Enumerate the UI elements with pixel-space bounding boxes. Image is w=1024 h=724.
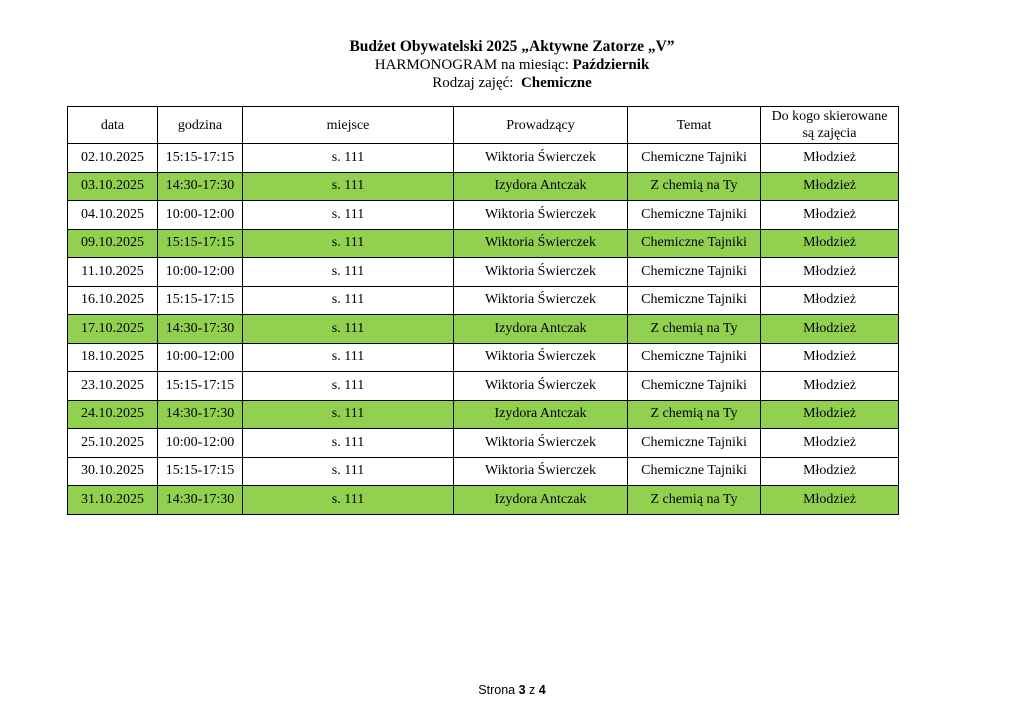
table-cell: 14:30-17:30 [158, 400, 243, 429]
page-number-current: 3 [518, 683, 526, 697]
table-cell: 11.10.2025 [68, 258, 158, 287]
table-cell: 16.10.2025 [68, 286, 158, 315]
table-cell: Wiktoria Świerczek [454, 144, 628, 173]
document-subtitle-type [0, 74, 1024, 92]
page-number-separator: z [525, 683, 539, 697]
table-cell: Młodzież [761, 400, 899, 429]
table-cell: Chemiczne Tajniki [628, 144, 761, 173]
table-cell: s. 111 [243, 229, 454, 258]
table-cell: 04.10.2025 [68, 201, 158, 230]
table-cell: Z chemią na Ty [628, 486, 761, 515]
table-cell: Izydora Antczak [454, 486, 628, 515]
table-cell: Młodzież [761, 286, 899, 315]
table-cell: s. 111 [243, 429, 454, 458]
table-cell: Izydora Antczak [454, 400, 628, 429]
table-cell: 14:30-17:30 [158, 315, 243, 344]
table-cell: 31.10.2025 [68, 486, 158, 515]
table-cell: 03.10.2025 [68, 172, 158, 201]
table-cell: s. 111 [243, 486, 454, 515]
table-cell: s. 111 [243, 457, 454, 486]
schedule-table [67, 106, 899, 515]
table-cell: Izydora Antczak [454, 172, 628, 201]
document-title: Budżet Obywatelski 2025 „Aktywne Zatorze „V” [349, 38, 675, 55]
document-header [0, 0, 1024, 92]
table-cell: Wiktoria Świerczek [454, 286, 628, 315]
table-cell: Wiktoria Świerczek [454, 201, 628, 230]
table-cell: 10:00-12:00 [158, 258, 243, 287]
table-cell: Wiktoria Świerczek [454, 343, 628, 372]
table-cell: Chemiczne Tajniki [628, 229, 761, 258]
column-header-1: data [68, 107, 158, 144]
subtitle-month-value: Październik [572, 57, 650, 73]
table-cell: 10:00-12:00 [158, 201, 243, 230]
table-cell: Wiktoria Świerczek [454, 372, 628, 401]
column-header-4: Prowadzący [454, 107, 628, 144]
table-cell: Młodzież [761, 258, 899, 287]
table-cell: s. 111 [243, 201, 454, 230]
table-cell: Młodzież [761, 172, 899, 201]
subtitle-month-prefix: HARMONOGRAM na miesiąc: [374, 57, 573, 73]
table-cell: 24.10.2025 [68, 400, 158, 429]
column-header-2: godzina [158, 107, 243, 144]
table-cell: 10:00-12:00 [158, 429, 243, 458]
page-number [0, 683, 1024, 697]
table-cell: 15:15-17:15 [158, 372, 243, 401]
subtitle-type-value: Chemiczne [520, 75, 592, 91]
table-row [68, 229, 899, 258]
document-subtitle-month [0, 56, 1024, 74]
table-cell: Z chemią na Ty [628, 400, 761, 429]
page-number-total: 4 [538, 683, 546, 697]
table-cell: s. 111 [243, 372, 454, 401]
table-row [68, 400, 899, 429]
table-cell: 09.10.2025 [68, 229, 158, 258]
table-cell: s. 111 [243, 343, 454, 372]
table-cell: 18.10.2025 [68, 343, 158, 372]
table-row [68, 172, 899, 201]
table-cell: s. 111 [243, 286, 454, 315]
table-header-row [68, 107, 899, 144]
table-cell: Chemiczne Tajniki [628, 429, 761, 458]
table-cell: s. 111 [243, 258, 454, 287]
table-row [68, 286, 899, 315]
table-cell: Młodzież [761, 372, 899, 401]
table-cell: 14:30-17:30 [158, 486, 243, 515]
table-cell: Młodzież [761, 144, 899, 173]
table-cell: Młodzież [761, 201, 899, 230]
table-cell: 10:00-12:00 [158, 343, 243, 372]
column-header-5: Temat [628, 107, 761, 144]
table-cell: Młodzież [761, 429, 899, 458]
table-row [68, 343, 899, 372]
table-cell: Chemiczne Tajniki [628, 258, 761, 287]
table-row [68, 201, 899, 230]
table-cell: Młodzież [761, 229, 899, 258]
table-cell: Chemiczne Tajniki [628, 372, 761, 401]
table-row [68, 258, 899, 287]
table-row [68, 486, 899, 515]
table-cell: Wiktoria Świerczek [454, 258, 628, 287]
table-cell: 17.10.2025 [68, 315, 158, 344]
table-row [68, 315, 899, 344]
table-cell: Wiktoria Świerczek [454, 429, 628, 458]
table-cell: s. 111 [243, 172, 454, 201]
table-cell: 14:30-17:30 [158, 172, 243, 201]
table-cell: Młodzież [761, 315, 899, 344]
table-cell: s. 111 [243, 144, 454, 173]
column-header-6: Do kogo skierowane są zajęcia [761, 107, 899, 144]
table-cell: Chemiczne Tajniki [628, 286, 761, 315]
table-cell: Izydora Antczak [454, 315, 628, 344]
table-cell: 15:15-17:15 [158, 286, 243, 315]
table-cell: Młodzież [761, 486, 899, 515]
table-cell: s. 111 [243, 315, 454, 344]
table-cell: 15:15-17:15 [158, 144, 243, 173]
table-cell: 23.10.2025 [68, 372, 158, 401]
table-cell: Z chemią na Ty [628, 315, 761, 344]
table-cell: 25.10.2025 [68, 429, 158, 458]
table-cell: Chemiczne Tajniki [628, 457, 761, 486]
page-number-prefix: Strona [478, 683, 519, 697]
table-cell: Z chemią na Ty [628, 172, 761, 201]
subtitle-type-prefix: Rodzaj zajęć: [432, 75, 521, 91]
table-cell: Wiktoria Świerczek [454, 457, 628, 486]
column-header-3: miejsce [243, 107, 454, 144]
table-cell: Chemiczne Tajniki [628, 201, 761, 230]
table-cell: 02.10.2025 [68, 144, 158, 173]
table-cell: Chemiczne Tajniki [628, 343, 761, 372]
table-row [68, 372, 899, 401]
table-cell: Młodzież [761, 457, 899, 486]
table-cell: 30.10.2025 [68, 457, 158, 486]
table-cell: 15:15-17:15 [158, 229, 243, 258]
table-row [68, 457, 899, 486]
table-cell: 15:15-17:15 [158, 457, 243, 486]
table-row [68, 429, 899, 458]
table-cell: Młodzież [761, 343, 899, 372]
table-cell: s. 111 [243, 400, 454, 429]
table-cell: Wiktoria Świerczek [454, 229, 628, 258]
table-row [68, 144, 899, 173]
